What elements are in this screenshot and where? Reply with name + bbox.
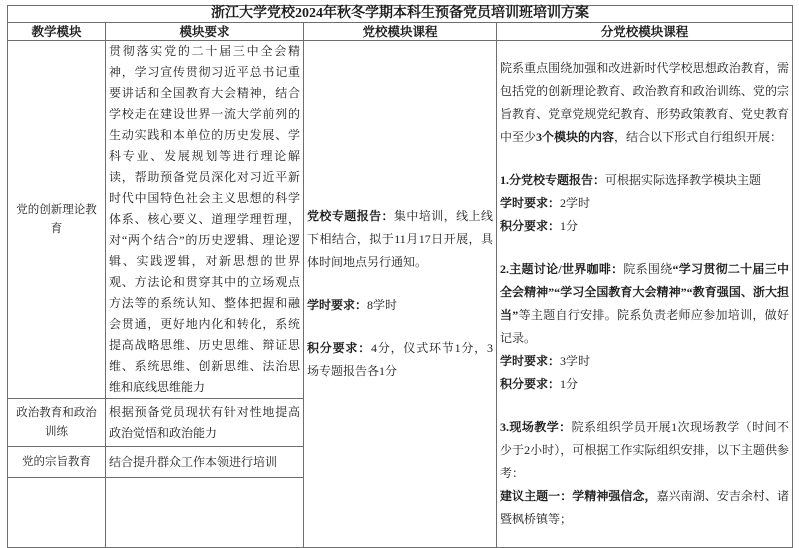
document-page [0, 5, 799, 526]
training-plan-table [7, 5, 793, 548]
col-header-teaching-module: 教学模块 [8, 23, 106, 41]
module-name-party-purpose: 党的宗旨教育 [8, 447, 106, 478]
header-row [8, 23, 793, 41]
col-header-branch-course: 分党校模块课程 [497, 23, 793, 41]
table-title: 浙江大学党校2024年秋冬学期本科生预备党员培训班培训方案 [8, 6, 793, 23]
school-course-text: 党校专题报告：集中培训，线上线下相结合，拟于11月17日开展，具体时间地点另行通知。 学时要求：8学时 积分要求：4分，仪式环节1分，3场专题报告各1分 [307, 209, 493, 378]
col-header-school-course: 党校模块课程 [304, 23, 497, 41]
module-requirement-cutoff [106, 478, 304, 548]
module-requirement-innovation-theory: 贯彻落实党的二十届三中全会精神，学习宣传贯彻习近平总书记重要讲话和全国教育大会精神，结合学校走在建设世界一流大学前列的生动实践和本单位的历史发展、学科专业、发展规划等进行理论解读，帮助预备党员深化对习近平新时代中国特色社会主义思想的科学体系、核心要义、道理学理哲理，对“两个结合”的历史逻辑、理论逻辑、实践逻辑，对新思想的世界观、方法论和贯穿其中的立场观点方法等的系统认知、整体把握和融会贯通，更好地内化和转化，系统提高战略思维、历史思维、辩证思维、系统思维、创新思维、法治思维和底线思维能力 [106, 41, 304, 399]
module-name-cutoff [8, 478, 106, 548]
table-row [8, 41, 793, 399]
module-name-political-education: 政治教育和政治训练 [8, 399, 106, 447]
branch-course-text: 院系重点围绕加强和改进新时代学校思想政治教育，需包括党的创新理论教育、政治教育和政治训练、党的宗旨教育、党章党规党纪教育、形势政策教育、党史教育中至少3个模块的内容，结合以下形式自行组织开展： 1.分党校专题报告：可根据实际选择教学模块主题 学时要求：2学时 积分要求：1分 2.主题讨论/世界咖啡：院系围绕“学习贯彻二十届三中全会精神”“学习全国教育大会精神”“教育强国、浙大担当”等主题自行安排。院系负责老师应参加培训，做好记录。 学时要求：3学时 积分要求：1分 3.现场教学：院系组织学员开展1次现场教学（时间不少于2小时），可根据工作实际组织安排，以下主题供参考： 建议主题一：学精神强信念，嘉兴南湖、安吉余村、诸暨枫桥镇等； [500, 61, 789, 526]
module-name-innovation-theory: 党的创新理论教育 [8, 41, 106, 399]
module-requirement-political-education: 根据预备党员现状有针对性地提高政治觉悟和政治能力 [106, 399, 304, 447]
module-requirement-party-purpose: 结合提升群众工作本领进行培训 [106, 447, 304, 478]
branch-course-cell [497, 41, 793, 548]
col-header-module-requirements: 模块要求 [106, 23, 304, 41]
title-row [8, 6, 793, 23]
school-course-cell [304, 41, 497, 548]
